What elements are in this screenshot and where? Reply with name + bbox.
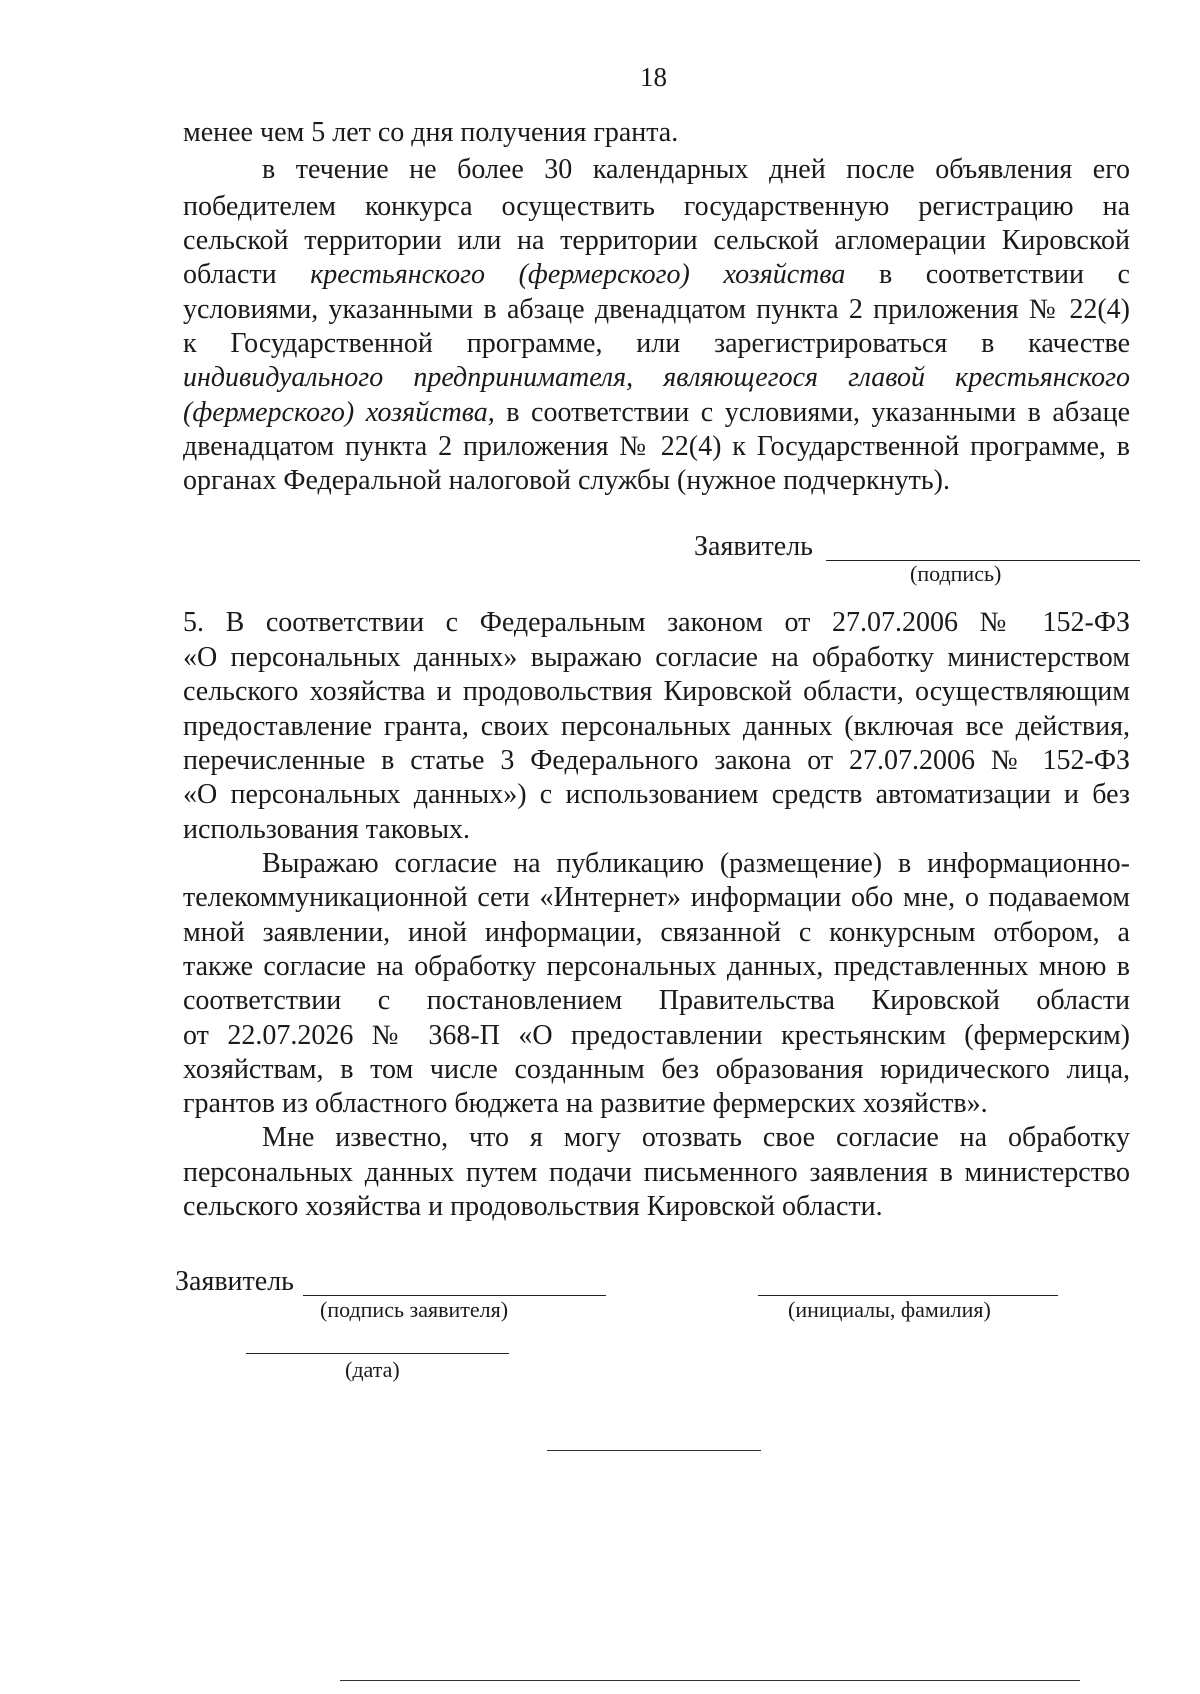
text-line: двенадцатом пункта 2 приложения № 22(4) к Государственной программе, в	[183, 431, 1130, 462]
page-bottom-rule	[340, 1680, 1080, 1681]
text-segment: области	[183, 259, 311, 290]
italic-text: (фермерского) хозяйства,	[183, 397, 495, 428]
text-line: также согласие на обработку персональных данных, представленных мною в	[183, 951, 1130, 982]
text-line	[183, 258, 1130, 292]
date-line[interactable]	[246, 1353, 509, 1354]
text-line: «О персональных данных» выражаю согласие на обработку министерством	[183, 642, 1130, 673]
date-caption: (дата)	[345, 1357, 400, 1382]
signature-2-label: Заявитель	[175, 1266, 294, 1297]
text-line: органах Федеральной налоговой службы (нужное подчеркнуть).	[183, 465, 950, 496]
text-line: мной заявлении, иной информации, связанной с конкурсным отбором, а	[183, 917, 1130, 948]
text-line: предоставление гранта, своих персональных данных (включая все действия,	[183, 711, 1130, 742]
text-line: перечисленные в статье 3 Федерального закона от 27.07.2006 № 152-ФЗ	[183, 745, 1130, 776]
text-line: от 22.07.2026 № 368-П «О предоставлении крестьянским (фермерским)	[183, 1020, 1130, 1051]
text-line: хозяйствам, в том числе созданным без образования юридического лица,	[183, 1054, 1130, 1085]
text-line: грантов из областного бюджета на развитие фермерских хозяйств».	[183, 1088, 988, 1119]
text-line: сельской территории или на территории сельской агломерации Кировской	[183, 225, 1130, 256]
text-line: телекоммуникационной сети «Интернет» информации обо мне, о подаваемом	[183, 882, 1130, 913]
text-line: сельского хозяйства и продовольствия Кировской области.	[183, 1191, 883, 1222]
italic-text: индивидуального предпринимателя, являющегося главой крестьянского	[183, 362, 1130, 393]
text-line: условиями, указанными в абзаце двенадцатом пункта 2 приложения № 22(4)	[183, 294, 1130, 325]
text-line: менее чем 5 лет со дня получения гранта.	[183, 117, 679, 148]
signature-1-caption: (подпись)	[910, 561, 1002, 586]
text-line: победителем конкурса осуществить государственную регистрацию на	[183, 191, 1130, 222]
text-line	[183, 361, 1130, 395]
text-line: использования таковых.	[183, 814, 471, 845]
text-line: к Государственной программе, или зарегистрироваться в качестве	[183, 328, 1130, 359]
text-line: Мне известно, что я могу отозвать свое согласие на обработку	[262, 1122, 1130, 1153]
text-line: 5. В соответствии с Федеральным законом от 27.07.2006 № 152-ФЗ	[183, 607, 1130, 638]
text-line: сельского хозяйства и продовольствия Кировской области, осуществляющим	[183, 676, 1130, 707]
text-segment: в соответствии с условиями, указанными в абзаце	[494, 397, 1131, 428]
text-line	[183, 396, 1130, 430]
signature-2-caption: (подпись заявителя)	[320, 1297, 509, 1322]
page-number: 18	[640, 62, 667, 92]
signature-1-label: Заявитель	[694, 531, 813, 562]
text-line: Выражаю согласие на публикацию (размещение) в информационно-	[262, 848, 1130, 879]
text-line: «О персональных данных») с использованием средств автоматизации и без	[183, 779, 1130, 810]
text-line: в течение не более 30 календарных дней после объявления его	[262, 154, 1130, 185]
text-line: персональных данных путем подачи письменного заявления в министерство	[183, 1157, 1130, 1188]
text-segment: в соответствии с	[845, 259, 1130, 290]
end-rule	[547, 1450, 761, 1451]
text-line: соответствии с постановлением Правительства Кировской области	[183, 985, 1130, 1016]
name-caption: (инициалы, фамилия)	[788, 1297, 991, 1322]
italic-text: крестьянского (фермерского) хозяйства	[310, 259, 846, 290]
